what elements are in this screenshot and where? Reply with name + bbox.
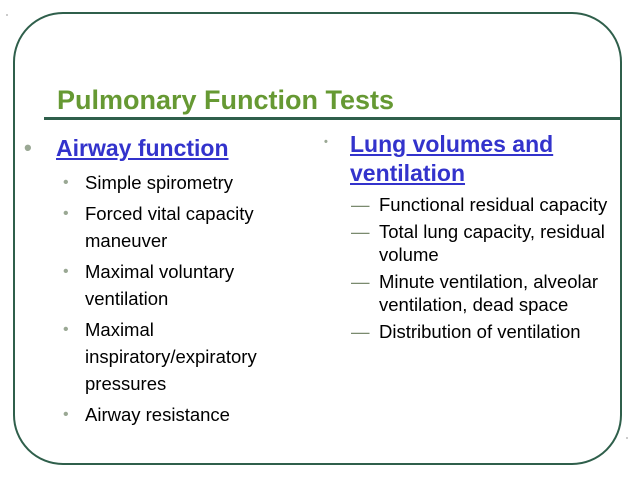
list-item-text: Forced vital capacity maneuver xyxy=(85,203,254,251)
list-item xyxy=(18,316,308,397)
corner-dot xyxy=(626,437,628,439)
right-heading-text: Lung volumes and ventilation xyxy=(350,131,554,186)
left-item-list xyxy=(18,169,308,428)
dash-bullet-icon: — xyxy=(351,321,370,342)
list-item-text: Maximal voluntary ventilation xyxy=(85,261,235,309)
list-item xyxy=(18,258,308,312)
list-item xyxy=(18,169,308,196)
list-item xyxy=(18,401,308,428)
right-heading xyxy=(322,130,612,188)
list-item-text: Simple spirometry xyxy=(85,172,234,193)
list-item xyxy=(322,320,612,343)
bullet-icon: • xyxy=(63,174,69,191)
list-item xyxy=(18,200,308,254)
bullet-icon: • xyxy=(324,136,328,148)
dash-bullet-icon: — xyxy=(351,194,370,215)
list-item xyxy=(322,220,612,266)
list-item-text: Total lung capacity, residual volume xyxy=(379,221,605,265)
list-item-text: Maximal inspiratory/expiratory pressures xyxy=(85,319,257,394)
list-item-text: Functional residual capacity xyxy=(379,194,608,215)
left-heading xyxy=(18,134,308,162)
right-item-list xyxy=(322,193,612,343)
left-heading-text: Airway function xyxy=(56,135,229,161)
list-item-text: Distribution of ventilation xyxy=(379,321,581,342)
bullet-icon: • xyxy=(63,406,69,423)
bullet-icon: • xyxy=(63,321,69,338)
bullet-icon: • xyxy=(63,263,69,280)
corner-dot xyxy=(6,14,8,16)
slide-title: Pulmonary Function Tests xyxy=(57,85,395,115)
dash-bullet-icon: — xyxy=(351,221,370,242)
bullet-icon: • xyxy=(63,205,69,222)
list-item xyxy=(322,270,612,316)
left-column xyxy=(18,134,308,432)
dash-bullet-icon: — xyxy=(351,271,370,292)
list-item-text: Minute ventilation, alveolar ventilation, dead space xyxy=(379,271,599,315)
right-column xyxy=(322,130,612,347)
list-item-text: Airway resistance xyxy=(85,404,230,425)
title-underline-rule xyxy=(44,117,622,120)
list-item xyxy=(322,193,612,216)
bullet-icon: • xyxy=(24,135,32,160)
